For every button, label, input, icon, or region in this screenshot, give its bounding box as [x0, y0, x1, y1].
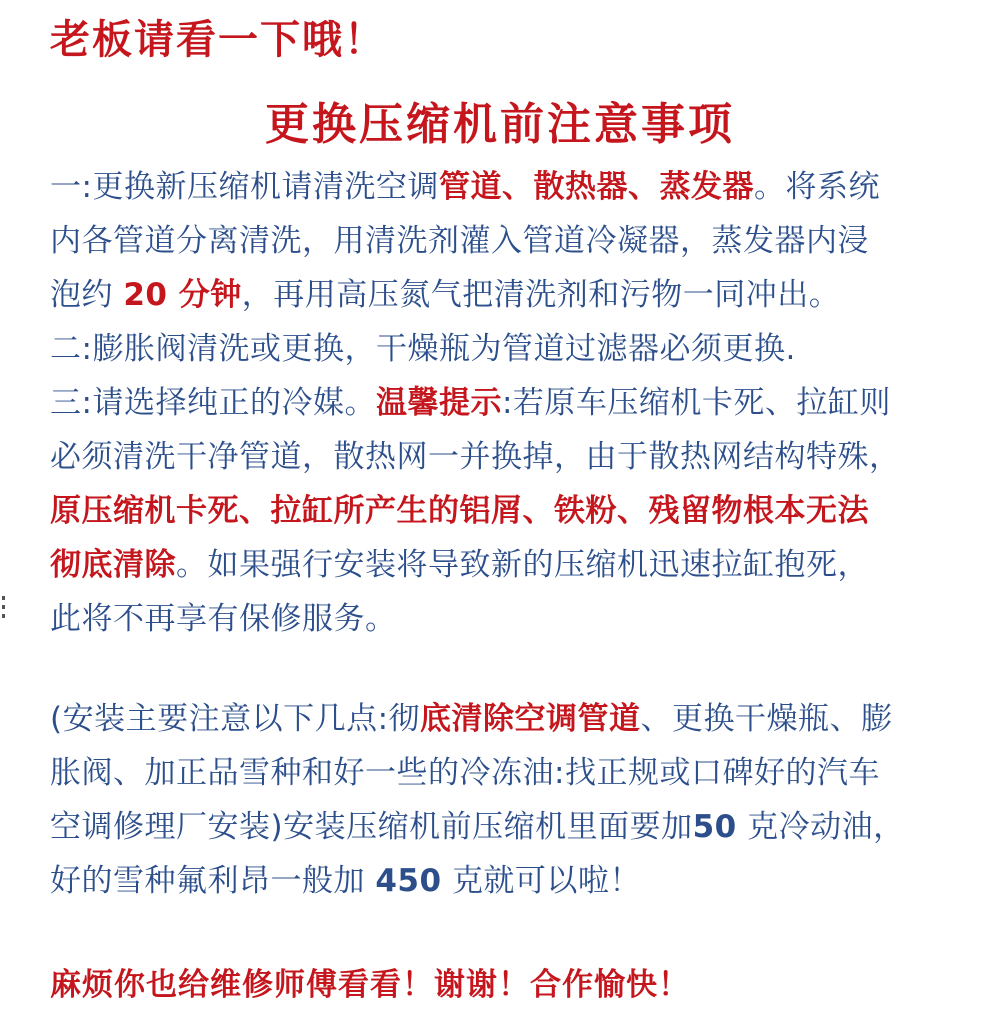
p1-highlight-parts: 管道、散热器、蒸发器 — [438, 169, 754, 205]
p1-text: 。将系统 — [753, 169, 880, 205]
paragraph-1-cleaning — [50, 160, 950, 322]
p4-line-1 — [50, 692, 950, 746]
p1-highlight-duration: 20 分钟 — [123, 277, 242, 313]
p4-text: 克冷动油， — [747, 809, 905, 845]
p3-line-5: 此将不再享有保修服务。 — [50, 601, 397, 637]
p4-text: 、更换干燥瓶、膨 — [640, 701, 893, 737]
p4-line-4 — [50, 854, 950, 908]
p4-oil-amount: 50 — [692, 809, 737, 845]
p3-text: :若原车压缩机卡死、拉缸则 — [501, 385, 891, 421]
p1-line-1 — [50, 160, 950, 214]
edge-dots-icon — [0, 596, 8, 624]
p1-line-3 — [50, 268, 950, 322]
paragraph-2-expansion-valve — [50, 322, 950, 376]
paragraph-4-installation — [50, 692, 950, 908]
paragraph-3-refrigerant — [50, 376, 950, 646]
p3-text: 。如果强行安装将导致新的压缩机迅速拉缸抱死， — [176, 547, 869, 583]
p3-line-4 — [50, 538, 950, 592]
greeting-heading: 老板请看一下哦！ — [50, 17, 386, 63]
p4-text: (安装主要注意以下几点:彻 — [50, 701, 421, 737]
p1-text: ，再用高压氮气把清洗剂和污物一同冲出。 — [241, 277, 841, 313]
p4-line-2: 胀阀、加正品雪种和好一些的冷冻油:找正规或口碑好的汽车 — [50, 755, 880, 791]
p4-text: 好的雪种氟利昂一般加 — [50, 863, 365, 899]
footer-thanks: 麻烦你也给维修师傅看看！谢谢！合作愉快！ — [50, 967, 690, 1003]
p3-line-3-warning: 原压缩机卡死、拉缸所产生的铝屑、铁粉、残留物根本无法 — [50, 493, 869, 529]
p2-line-1: 二:膨胀阀清洗或更换，干燥瓶为管道过滤器必须更换. — [50, 331, 796, 367]
p1-text: 泡约 — [50, 277, 113, 313]
p4-line-3 — [50, 800, 950, 854]
p3-line-2: 必须清洗干净管道，散热网一并换掉，由于散热网结构特殊， — [50, 439, 901, 475]
p3-text: 三:请选择纯正的冷媒。 — [50, 385, 376, 421]
p1-text: 一:更换新压缩机请清洗空调 — [50, 169, 439, 205]
p3-highlight-tip: 温馨提示 — [375, 385, 502, 421]
p4-highlight-pipes: 底清除空调管道 — [420, 701, 641, 737]
p3-highlight-clean: 彻底清除 — [50, 547, 176, 583]
p1-line-2: 内各管道分离清洗，用清洗剂灌入管道冷凝器，蒸发器内浸 — [50, 223, 869, 259]
page-title: 更换压缩机前注意事项 — [265, 99, 735, 150]
p4-text: 空调修理厂安装)安装压缩机前压缩机里面要加 — [50, 809, 693, 845]
p4-freon-amount: 450 — [375, 863, 442, 899]
p3-line-1 — [50, 376, 950, 430]
p4-text: 克就可以啦！ — [451, 863, 641, 899]
